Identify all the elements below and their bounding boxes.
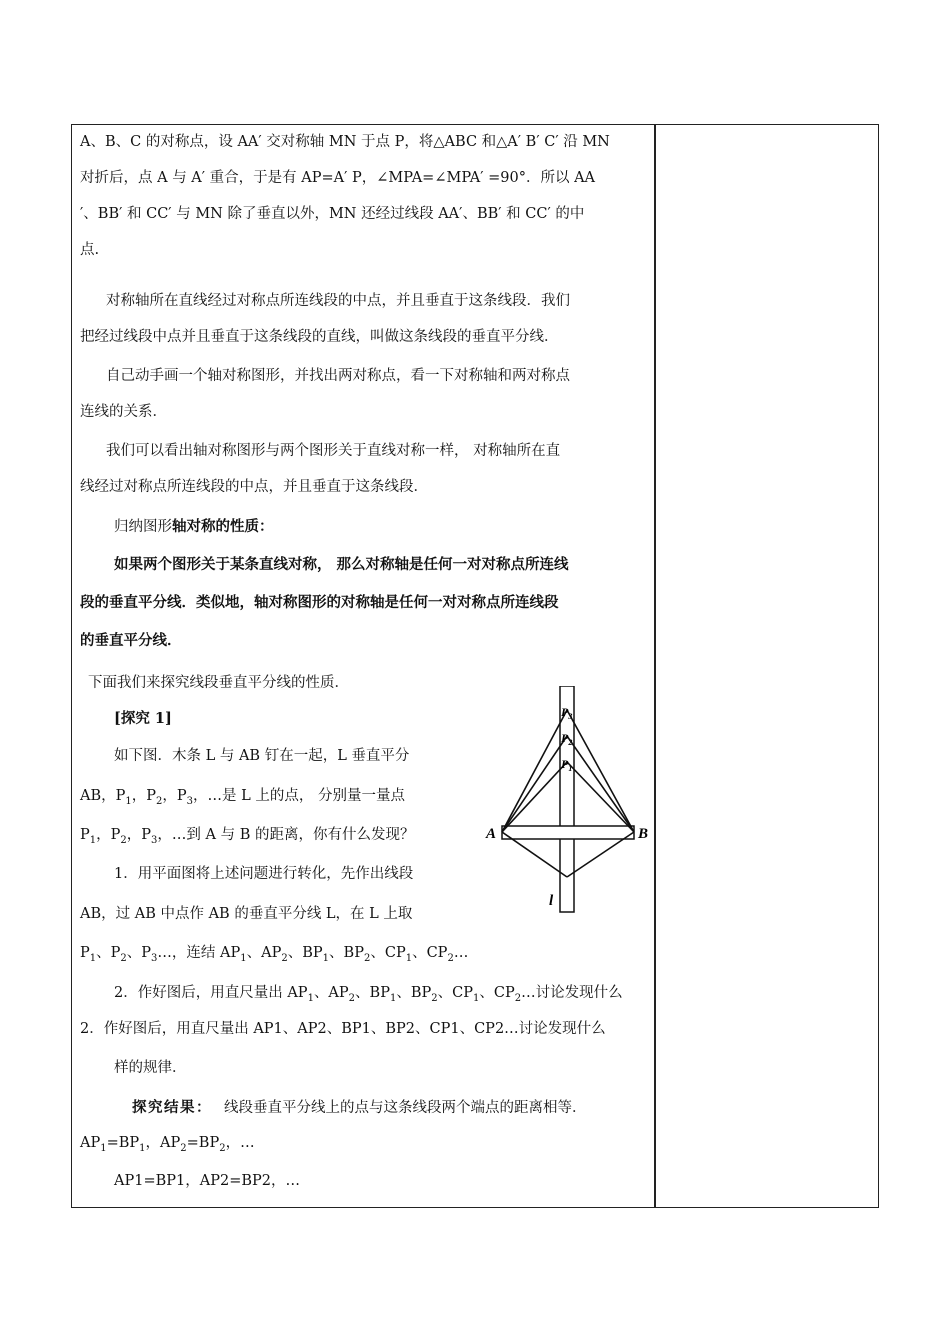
text-line: $P_1$、$P_2$、$P_3\dots$，连结 $AP_1$、$AP_2$、$BP_1$、$BP_2$、$CP_1$、$CP_2\dots$ [80,945,469,964]
label-p2: $P_2$ [561,731,573,747]
text-line: 1．用平面图将上述问题进行转化，先作出线段 [114,866,414,882]
text-line: 线经过对称点所连线段的中点，并且垂直于这条线段． [80,479,428,495]
text-normal: 线段垂直平分线上的点与这条线段两个端点的距离相等． [224,1100,587,1116]
text-line: 下面我们来探究线段垂直平分线的性质． [88,675,349,691]
text-line: AB，$P_1$，$P_2$，$P_3$，…是 L 上的点， 分别量一量点 [80,788,406,807]
label-l: l [549,893,554,909]
text-line: 样的规律． [114,1060,187,1076]
text-line: AP1=BP1，AP2=BP2，… [114,1173,300,1189]
text-line: $AP_1=BP_1$，$AP_2=BP_2$，… [80,1135,255,1154]
text-line: A、B、C 的对称点，设 AA′ 交对称轴 MN 于点 P，将△ABC 和△A′ B′ C′ 沿 MN [80,134,610,150]
theorem-line: 的垂直平分线． [80,632,182,649]
text-bold: 轴对称的性质： [172,518,274,535]
label-a: A [486,826,497,842]
label-b: B [638,826,649,842]
result-line [132,1090,587,1126]
text-line: 对折后，点 A 与 A′ 重合，于是有 AP=A′ P，∠MPA=∠MPA′ =90°．所以 AA [80,170,596,186]
wooden-strip-figure [480,686,655,916]
section-heading: [探究 1] [114,710,172,727]
label-p3: $P_3$ [561,705,573,721]
text-line: 把经过线段中点并且垂直于这条线段的直线，叫做这条线段的垂直平分线． [80,329,559,345]
text-line: 连线的关系． [80,404,167,420]
text-line: $P_1$，$P_2$，$P_3$，…到 A 与 B 的距离，你有什么发现？ [80,827,415,846]
text-line: 自己动手画一个轴对称图形，并找出两对称点，看一下对称轴和两对称点 [106,368,570,384]
result-text: 探究结果： [132,1099,212,1116]
strip-ab [502,826,634,839]
text-line: 如下图．木条 L 与 AB 钉在一起，L 垂直平分 [114,748,410,764]
theorem-line: 如果两个图形关于某条直线对称， 那么对称轴是任何一对对称点所连线 [114,556,569,573]
text-line: AB，过 AB 中点作 AB 的垂直平分线 L，在 L 上取 [80,906,413,922]
theorem-line: 段的垂直平分线．类似地，轴对称图形的对称轴是任何一对对称点所连线段 [80,594,559,611]
text-line [114,509,274,545]
text-line: 点. [80,242,100,258]
text-normal: 归纳图形 [114,519,172,535]
text-line: 2．作好图后，用直尺量出 $AP_1$、$AP_2$、$BP_1$、$BP_2$、$CP_1$、$CP_2\dots$讨论发现什么 [114,985,623,1004]
column-divider [654,124,656,1208]
text-line: 我们可以看出轴对称图形与两个图形关于直线对称一样， 对称轴所在直 [106,443,561,459]
text-line: ′、BB′ 和 CC′ 与 MN 除了垂直以外，MN 还经过线段 AA′、BB′ 和 CC′ 的中 [80,206,585,222]
label-p1: $P_1$ [561,757,573,773]
text-line: 对称轴所在直线经过对称点所连线段的中点，并且垂直于这条线段．我们 [106,293,570,309]
text-line: 2．作好图后，用直尺量出 AP1、AP2、BP1、BP2、CP1、CP2…讨论发现什么 [80,1021,606,1037]
